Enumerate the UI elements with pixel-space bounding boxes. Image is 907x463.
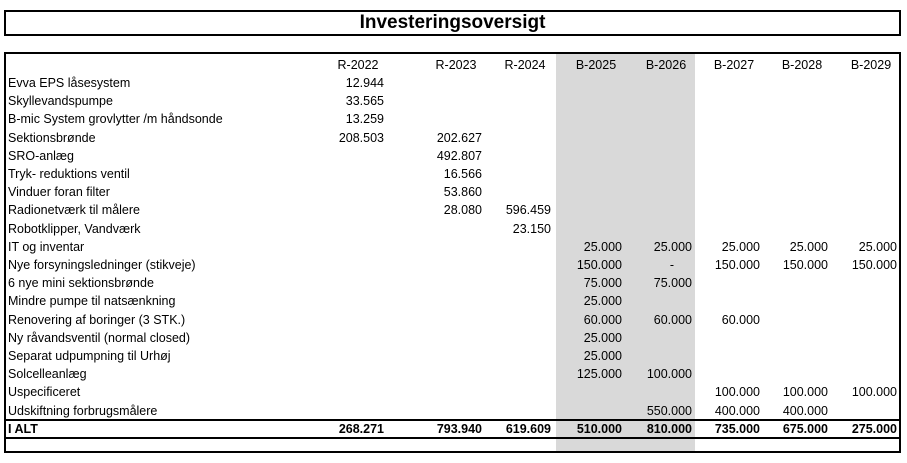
total-label: I ALT [8, 421, 38, 436]
row-label: Uspecificeret [8, 385, 81, 400]
cell-value: 25.000 [583, 330, 622, 345]
cell-value: 125.000 [576, 367, 622, 382]
row-label: IT og inventar [8, 239, 85, 254]
row-label: Solcelleanlæg [8, 367, 87, 382]
cell-value: 75.000 [653, 276, 692, 291]
table-row [6, 165, 899, 183]
row-label: Nye forsyningsledninger (stikveje) [8, 258, 196, 272]
cell-value: 550.000 [646, 403, 692, 418]
total-value: 675.000 [782, 421, 828, 436]
cell-value: 208.503 [338, 130, 384, 145]
cell-value: 400.000 [782, 403, 828, 418]
row-label: Udskiftning forbrugsmålere [8, 403, 158, 418]
table-row [6, 92, 899, 110]
row-label: Robotklipper, Vandværk [8, 221, 141, 236]
cell-value: 16.566 [443, 167, 482, 181]
cell-value: 100.000 [714, 385, 760, 400]
table-row [6, 147, 899, 165]
row-label: Evva EPS låsesystem [8, 76, 131, 90]
row-label: Tryk- reduktions ventil [8, 167, 130, 181]
column-header: B-2029 [850, 58, 892, 72]
cell-value: 53.860 [443, 185, 482, 200]
row-label: Skyllevandspumpe [8, 94, 113, 109]
row-label: Ny råvandsventil (normal closed) [8, 330, 191, 345]
row-label: B-mic System grovlytter /m håndsonde [8, 112, 223, 127]
cell-value: 33.565 [345, 94, 384, 109]
cell-value: 492.807 [436, 148, 482, 163]
table-row [6, 311, 899, 329]
total-value: 275.000 [851, 421, 897, 436]
cell-value: 23.150 [512, 221, 551, 236]
page-title: Investeringsoversigt [4, 10, 901, 36]
table-row [6, 347, 899, 365]
table-row [6, 201, 899, 219]
cell-value: 13.259 [345, 112, 384, 127]
column-header: B-2025 [575, 58, 617, 72]
header-row [6, 56, 899, 74]
column-header: R-2024 [504, 58, 546, 72]
row-label: SRO-anlæg [8, 148, 74, 163]
cell-value: 25.000 [583, 349, 622, 363]
column-header: B-2028 [781, 58, 823, 72]
cell-value: 25.000 [653, 239, 692, 254]
cell-value: 75.000 [583, 276, 622, 291]
cell-value: 12.944 [345, 76, 384, 90]
cell-value: 100.000 [646, 367, 692, 382]
total-value: 810.000 [646, 421, 692, 436]
cell-value: 60.000 [583, 312, 622, 327]
table-row [6, 129, 899, 147]
cell-value: 150.000 [851, 258, 897, 272]
total-value: 735.000 [714, 421, 760, 436]
cell-value: 100.000 [851, 385, 897, 400]
cell-value: 25.000 [721, 239, 760, 254]
column-header: B-2027 [713, 58, 755, 72]
row-label: Separat udpumpning til Urhøj [8, 349, 171, 363]
table-row [6, 74, 899, 92]
total-value: 793.940 [436, 421, 482, 436]
cell-value: 596.459 [505, 203, 551, 218]
table-row [6, 292, 899, 310]
cell-value: 25.000 [789, 239, 828, 254]
row-label: Vinduer foran filter [8, 185, 110, 200]
cell-value: 400.000 [714, 403, 760, 418]
cell-value: 25.000 [583, 294, 622, 309]
table-row [6, 238, 899, 256]
cell-value: 60.000 [653, 312, 692, 327]
cell-value: 150.000 [782, 258, 828, 272]
row-label: 6 nye mini sektionsbrønde [8, 276, 154, 291]
table-row [6, 383, 899, 401]
table-row [6, 110, 899, 128]
total-value: 510.000 [576, 421, 622, 436]
table-row [6, 274, 899, 292]
cell-value: - [669, 258, 675, 272]
column-header: R-2023 [435, 58, 477, 72]
table-row [6, 365, 899, 383]
row-label: Radionetværk til målere [8, 203, 140, 218]
cell-value: 202.627 [436, 130, 482, 145]
cell-value: 150.000 [714, 258, 760, 272]
row-label: Renovering af boringer (3 STK.) [8, 312, 186, 327]
total-value: 268.271 [338, 421, 384, 436]
total-value: 619.609 [505, 421, 551, 436]
cell-value: 28.080 [443, 203, 482, 218]
table-row [6, 256, 899, 274]
table-row [6, 402, 899, 420]
table-row [6, 220, 899, 238]
table-row [6, 183, 899, 201]
column-header: B-2026 [645, 58, 687, 72]
column-header: R-2022 [337, 58, 379, 72]
cell-value: 100.000 [782, 385, 828, 400]
cell-value: 25.000 [858, 239, 897, 254]
cell-value: 150.000 [576, 258, 622, 272]
total-row [6, 419, 899, 439]
cell-value: 60.000 [721, 312, 760, 327]
cell-value: 25.000 [583, 239, 622, 254]
row-label: Mindre pumpe til natsænkning [8, 294, 176, 309]
investment-table [4, 52, 901, 453]
table-row [6, 329, 899, 347]
row-label: Sektionsbrønde [8, 130, 96, 145]
